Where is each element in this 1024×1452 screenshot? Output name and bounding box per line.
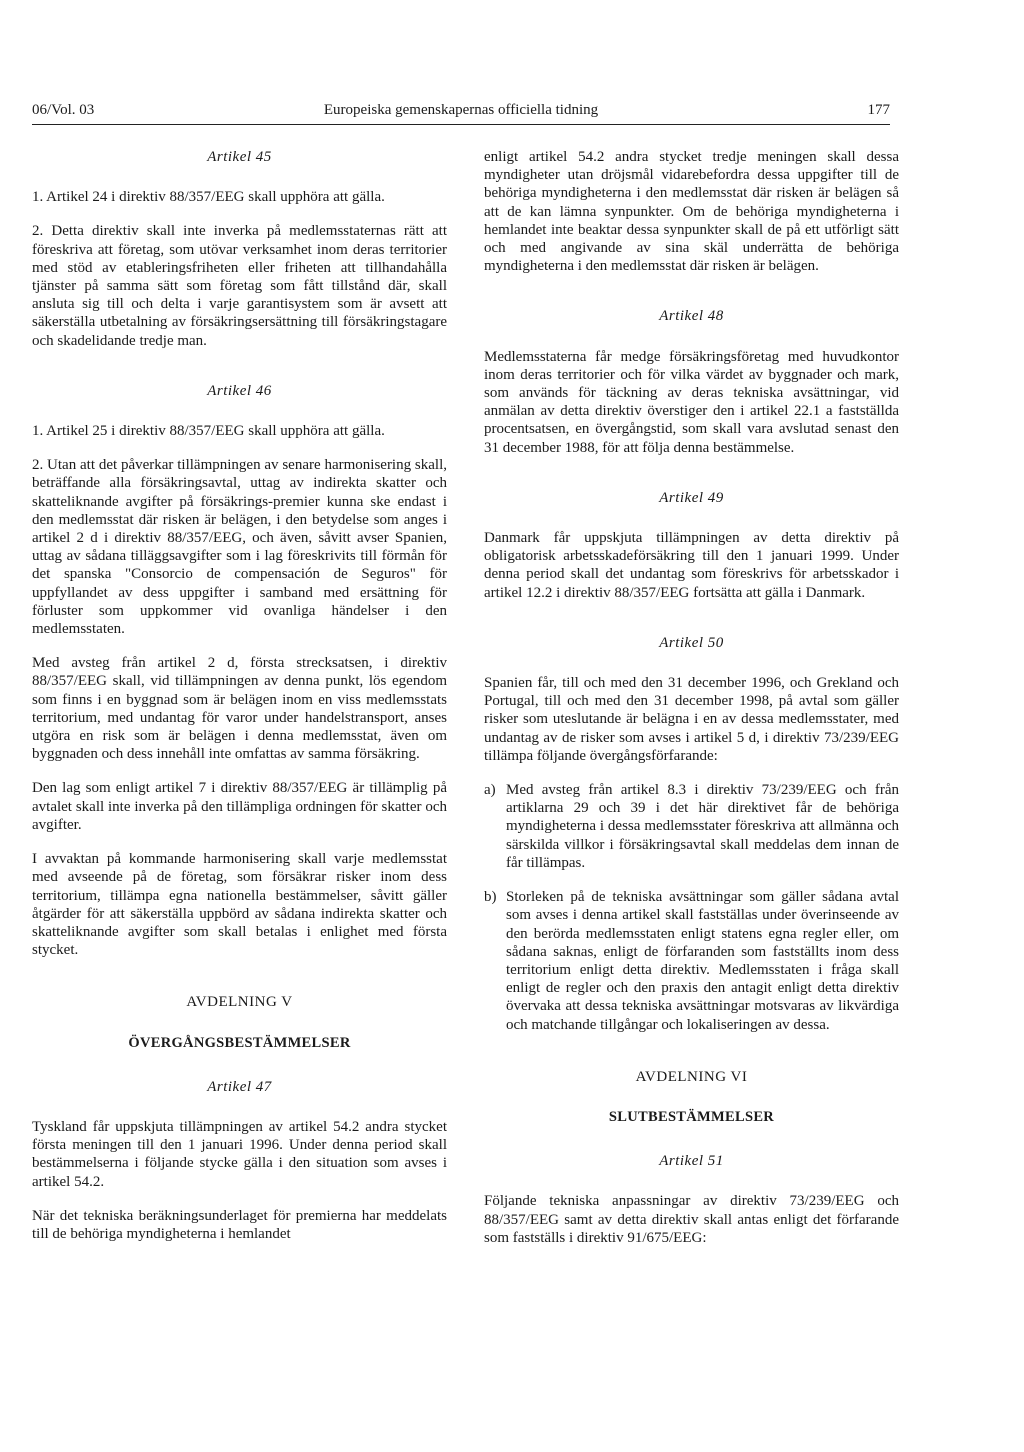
- item-b-marker: b): [484, 889, 497, 906]
- right-column: [484, 148, 899, 1263]
- article-47-continuation: enligt artikel 54.2 andra stycket tredje meningen skall dessa myndigheter utan dröjsmål vidarebefordra dessa uppgifter till de behöriga myndigheterna i den medlemsstat där risken är belägen så att de kan lämna synpunkter. Om de behöriga myndigheterna i hemlandet inte beaktar dessa synpunkter skall de på ett utförligt sätt och med angivande av sina skäl underrätta de behöriga myndigheterna i den medlemsstat där risken är belägen.: [484, 149, 899, 275]
- page-number: 177: [867, 102, 890, 118]
- section-6-label: AVDELNING VI: [635, 1068, 748, 1085]
- article-46-paragraph-1: 1. Artikel 25 i direktiv 88/357/EEG skall upphöra att gälla.: [32, 423, 385, 440]
- article-45-paragraph-2: 2. Detta direktiv skall inte inverka på medlemsstaternas rätt att föreskriva att företag, som utövar verksamhet inom deras territorier med stöd av etableringsfriheten eller friheten att tillhandahålla tjänster på samma sätt som företag som fått tillstånd där, skall ansluta sig till och delta i varje garantisystem som är avsett att säkerställa utbetalning av försäkringsersättning till försäkringstagare och skadelidande tredje man.: [32, 223, 447, 349]
- article-51-title: Artikel 51: [659, 1153, 724, 1170]
- article-46-paragraph-3: Med avsteg från artikel 2 d, första strecksatsen, i direktiv 88/357/EEG skall, vid tillämpningen av denna punkt, lös egendom som finns i en byggnad som är belägen inom en viss medlemsstats territorium, med undantag för varor under handelstransport, anses utgöra en risk som är belägen i denna medlemsstat, även om byggnaden och dess innehåll inte omfattas av samma försäkring.: [32, 655, 447, 763]
- article-49-paragraph-1: Danmark får uppskjuta tillämpningen av detta direktiv på obligatorisk arbetsskadeförsäkring till den 1 januari 1999. Under denna period skall det undantag som föreskrivs för arbetsskador i artikel 12.2 i direktiv 88/357/EEG fortsätta att gälla i Danmark.: [484, 530, 899, 601]
- article-50-item-b: [484, 888, 899, 1034]
- article-47-title: Artikel 47: [207, 1078, 272, 1095]
- volume-number: 06/Vol. 03: [32, 102, 95, 118]
- item-b-text: Storleken på de tekniska avsättningar som gäller sådana avtal som avses i denna artikel skall fastställas under överinseende av den berörda medlemsstaten enligt statens egna regler eller, om sådana saknas, enligt de förfaranden som fastställts inom dess territorium enligt detta direktiv. Medlemsstaten i fråga skall enligt de regler och den praxis den antagit enligt detta direktiv övervaka att dessa tekniska avsättningar motsvaras av likvärdiga och matchande tillgångar och lokaliseringen av dessa.: [506, 889, 899, 1033]
- article-45-paragraph-1: 1. Artikel 24 i direktiv 88/357/EEG skall upphöra att gälla.: [32, 189, 385, 206]
- item-a-text: Med avsteg från artikel 8.3 i direktiv 73/239/EEG och från artiklarna 29 och 39 i det här direktivet får de behöriga myndigheterna i dessa medlemsstater föreskriva att allmänna och särskilda villkor i försäkringsavtal skall meddelas dem innan de får tillämpas.: [506, 782, 899, 871]
- article-46-paragraph-2: 2. Utan att det påverkar tillämpningen av senare harmonisering skall, beträffande alla försäkringsavtal, uttag av indirekta skatter och skatteliknande avgifter på försäkrings-premier kunna ske endast i den medlemsstat där risken är belägen, i den betydelse som anges i artikel 2 d i direktiv 88/357/EEG, och även, såvitt avser Spanien, uttag av sådana tilläggsavgifter som i lag föreskrivits till förmån för det spanska "Consorcio de compensación de Seguros" för uppfyllandet av dess uppgifter i samband med ersättning för förluster som uppkommer vid ovanliga händelser i den medlemsstaten.: [32, 457, 447, 638]
- article-45-title: Artikel 45: [207, 149, 272, 165]
- left-column: [32, 148, 447, 1259]
- section-5-label: AVDELNING V: [186, 994, 293, 1011]
- article-46-paragraph-5: I avvaktan på kommande harmonisering skall varje medlemsstat med avseende på de företag, som försäkrar risker inom dess territorium, tillämpa egna nationella bestämmelser, såvitt gäller åtgärder för att säkerställa uppbörd av sådana indirekta skatter och skatteliknande avgifter som skall betalas i enlighet med första stycket.: [32, 851, 447, 959]
- article-50-paragraph-1: Spanien får, till och med den 31 december 1996, och Grekland och Portugal, till och med den 31 december 1998, på avtal som gäller risker som uteslutande är belägna i en av dessa medlemsstater, med undantag av de risker som avses i artikel 5 d, i direktiv 73/239/EEG tillämpa följande övergångsförfarande:: [484, 675, 899, 764]
- article-46-paragraph-4: Den lag som enligt artikel 7 i direktiv 88/357/EEG är tillämplig på avtalet skall inte inverka på den tillämpliga ordningen för skatter och avgifter.: [32, 780, 447, 833]
- page-header: [32, 100, 890, 125]
- section-5-heading: ÖVERGÅNGSBESTÄMMELSER: [128, 1034, 351, 1051]
- article-50-item-a: [484, 781, 899, 872]
- section-6-heading: SLUTBESTÄMMELSER: [608, 1108, 775, 1125]
- article-47-paragraph-1: Tyskland får uppskjuta tillämpningen av artikel 54.2 andra stycket första meningen till den 1 januari 1996. Under denna period skall bestämmelserna i följande stycke gälla i den situation som avses i artikel 54.2.: [32, 1118, 447, 1190]
- article-48-paragraph-1: Medlemsstaterna får medge försäkringsföretag med huvudkontor inom deras territorier och för vilka värdet av byggnader och mark, som används för täckning av deras tekniska avsättningar, vid anmälan av detta direktiv överstiger den i artikel 22.1 a fastställda procentsatsen, en övergångstid, som skall vara avslutad senast den 31 december 1988, för att följa denna bestämmelse.: [484, 348, 899, 456]
- article-48-title: Artikel 48: [659, 308, 724, 325]
- article-50-title: Artikel 50: [659, 634, 724, 651]
- article-51-paragraph-1: Följande tekniska anpassningar av direktiv 73/239/EEG och 88/357/EEG samt av detta direktiv skall antas enligt det förfarande som fastställs i direktiv 91/675/EEG:: [484, 1193, 899, 1246]
- article-49-title: Artikel 49: [659, 489, 724, 506]
- article-46-title: Artikel 46: [207, 382, 272, 399]
- item-a-marker: a): [484, 782, 496, 799]
- article-47-paragraph-2: När det tekniska beräkningsunderlaget för premierna har meddelats till de behöriga myndigheterna i hemlandet: [32, 1207, 447, 1242]
- journal-title: Europeiska gemenskapernas officiella tidning: [323, 102, 599, 118]
